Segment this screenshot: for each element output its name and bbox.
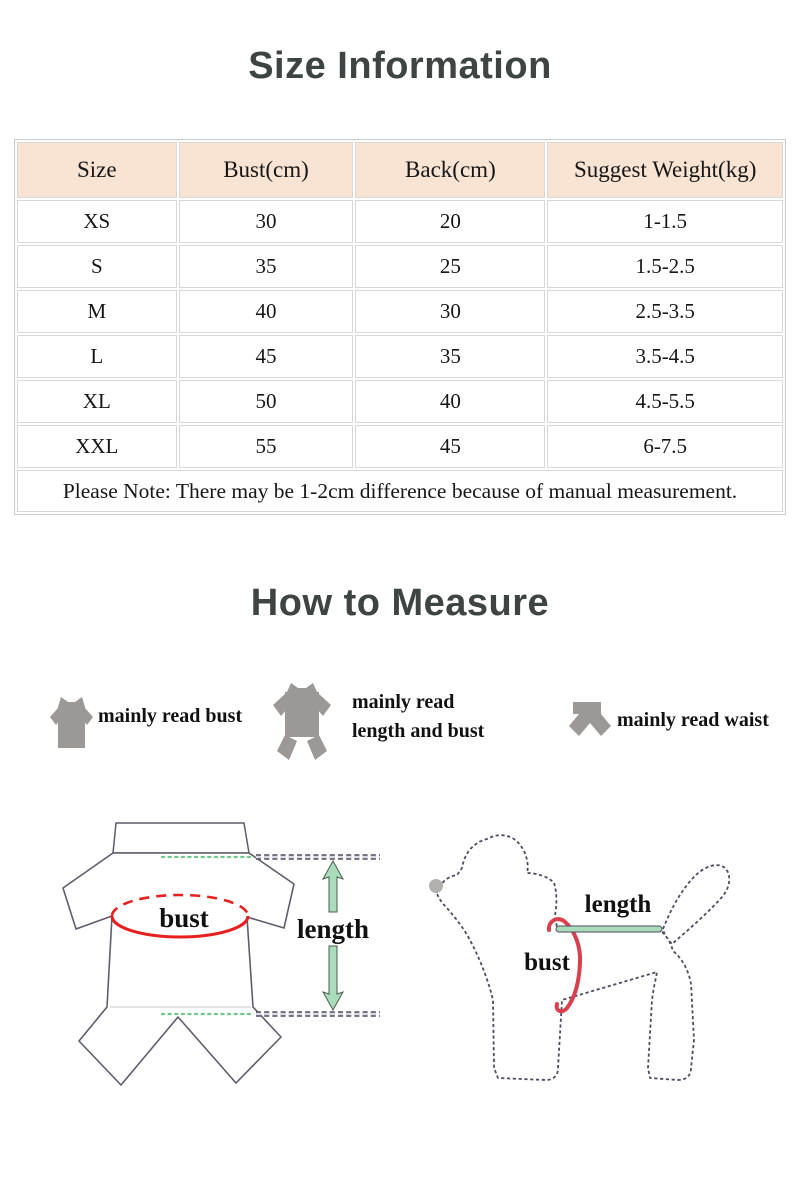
size-cell: XS xyxy=(17,200,177,243)
size-table xyxy=(14,139,786,515)
table-row-xl xyxy=(17,380,783,423)
bust-cell: 50 xyxy=(179,380,354,423)
legend-label-bust xyxy=(98,702,242,731)
weight-cell: 2.5-3.5 xyxy=(547,290,783,333)
back-cell: 30 xyxy=(355,290,545,333)
header-cell-size: Size xyxy=(17,142,177,198)
bust-cell: 30 xyxy=(179,200,354,243)
size-cell: L xyxy=(17,335,177,378)
header-cell-bust: Bust(cm) xyxy=(179,142,354,198)
dog-nose-dot xyxy=(429,879,443,893)
table-row-l xyxy=(17,335,783,378)
length-arrow-down xyxy=(323,946,343,1010)
garment-body xyxy=(63,853,294,1085)
legend-label-waist xyxy=(617,706,769,735)
legend-line: mainly read bust xyxy=(98,705,243,727)
legend-label-length-bust xyxy=(352,688,484,746)
table-row-xxl xyxy=(17,425,783,468)
header-cell-weight: Suggest Weight(kg) xyxy=(547,142,783,198)
dog-tail xyxy=(663,865,729,944)
vest-icon xyxy=(50,696,93,748)
garment-bust-label: bust xyxy=(159,903,209,933)
note-row xyxy=(17,470,783,512)
back-cell: 45 xyxy=(355,425,545,468)
size-information-title: Size Information xyxy=(248,45,552,87)
garment-length-label: length xyxy=(296,914,370,944)
table-row-xs xyxy=(17,200,783,243)
bust-cell: 55 xyxy=(179,425,354,468)
weight-cell: 1-1.5 xyxy=(547,200,783,243)
size-cell: S xyxy=(17,245,177,288)
dog-diagram xyxy=(429,835,729,1080)
garment-flat-diagram xyxy=(63,823,380,1085)
weight-cell: 3.5-4.5 xyxy=(547,335,783,378)
table-row-s xyxy=(17,245,783,288)
size-cell: XL xyxy=(17,380,177,423)
measurement-note: Please Note: There may be 1-2cm difference because of manual measurement. xyxy=(17,470,783,512)
legend-line: length and bust xyxy=(352,720,485,742)
bust-cell: 40 xyxy=(179,290,354,333)
garment-collar xyxy=(113,823,249,853)
jumpsuit-icon xyxy=(272,683,332,763)
back-cell: 35 xyxy=(355,335,545,378)
size-cell: M xyxy=(17,290,177,333)
legend-line: mainly read xyxy=(352,691,455,713)
measure-diagrams xyxy=(0,780,800,1200)
weight-cell: 1.5-2.5 xyxy=(547,245,783,288)
length-arrow-up xyxy=(323,861,343,912)
weight-cell: 4.5-5.5 xyxy=(547,380,783,423)
bust-cell: 35 xyxy=(179,245,354,288)
back-cell: 40 xyxy=(355,380,545,423)
dog-length-line xyxy=(556,926,662,932)
legend-line: mainly read waist xyxy=(617,709,769,731)
dog-length-label: length xyxy=(584,891,652,918)
table-row-m xyxy=(17,290,783,333)
harness-icon xyxy=(563,702,615,745)
back-cell: 20 xyxy=(355,200,545,243)
size-cell: XXL xyxy=(17,425,177,468)
how-to-measure-title: How to Measure xyxy=(250,582,550,624)
header-cell-back: Back(cm) xyxy=(355,142,545,198)
dog-bust-label: bust xyxy=(524,949,570,976)
size-table-header-row xyxy=(17,142,783,198)
bust-cell: 45 xyxy=(179,335,354,378)
weight-cell: 6-7.5 xyxy=(547,425,783,468)
back-cell: 25 xyxy=(355,245,545,288)
